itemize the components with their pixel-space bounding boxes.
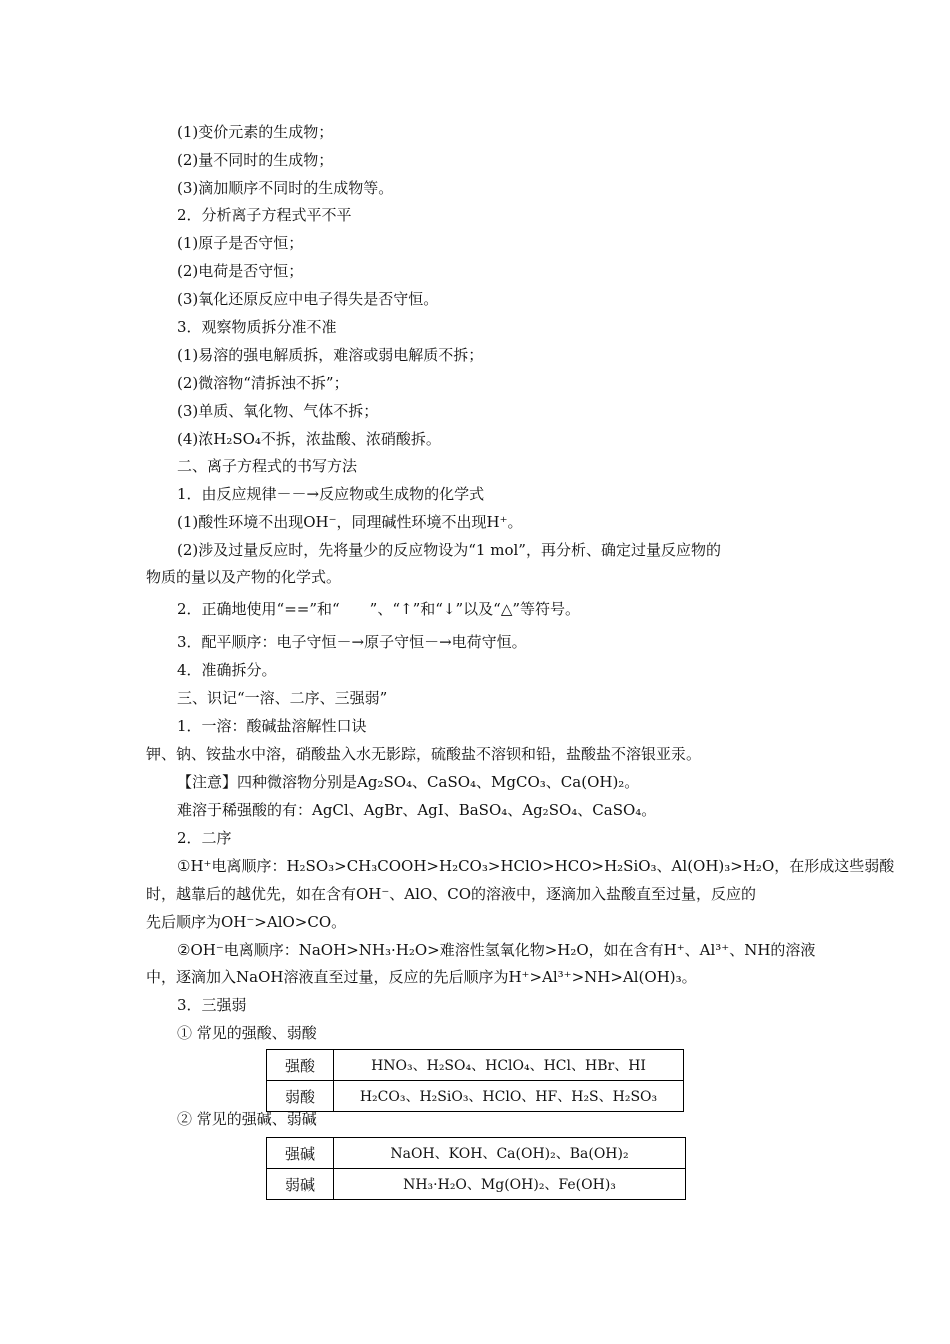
text-line: 难溶于稀强酸的有：AgCl、AgBr、AgI、BaSO₄、Ag₂SO₄、CaSO₄。 [177,801,657,819]
text-line: 3．配平顺序：电子守恒－→原子守恒－→电荷守恒。 [177,633,527,651]
text-line: (2)电荷是否守恒； [177,262,304,280]
table-cell-value: H₂CO₃、H₂SiO₃、HClO、HF、H₂S、H₂SO₃ [334,1081,684,1112]
text-line: (3)滴加顺序不同时的生成物等。 [177,179,394,197]
section-heading: 3．观察物质拆分准不准 [177,318,337,336]
text-line: ② 常见的强碱、弱碱 [177,1110,317,1128]
text-line: 时，越靠后的越优先，如在含有OH⁻、AlO、CO的溶液中，逐滴加入盐酸直至过量，反应的 [146,885,757,903]
section-heading: 1．由反应规律－－→反应物或生成物的化学式 [177,485,485,503]
table-row [267,1050,684,1081]
section-heading: 三、识记“一溶、二序、三强弱” [177,689,388,707]
text-line: 物质的量以及产物的化学式。 [146,568,342,586]
text-line: (2)涉及过量反应时，先将量少的反应物设为“1 mol”，再分析、确定过量反应物的 [177,541,721,559]
text-line: (2)量不同时的生成物； [177,151,334,169]
section-heading: 1．一溶：酸碱盐溶解性口诀 [177,717,367,735]
text-line: (1)原子是否守恒； [177,234,304,252]
table-cell-value: NH₃·H₂O、Mg(OH)₂、Fe(OH)₃ [334,1169,686,1200]
text-line: (4)浓H₂SO₄不拆，浓盐酸、浓硝酸拆。 [177,430,441,448]
text-line: (2)微溶物“清拆浊不拆”； [177,374,349,392]
table-row [267,1138,686,1169]
table-cell-label: 强碱 [267,1138,334,1169]
text-line: (1)易溶的强电解质拆，难溶或弱电解质不拆； [177,346,484,364]
text-line: 中，逐滴加入NaOH溶液直至过量，反应的先后顺序为H⁺>Al³⁺>NH>Al(OH)₃。 [146,968,697,986]
text-line: (1)酸性环境不出现OH⁻，同理碱性环境不出现H⁺。 [177,513,523,531]
section-heading: 二、离子方程式的书写方法 [177,457,358,475]
text-line: 2．正确地使用“==”和“ ”、“↑”和“↓”以及“△”等符号。 [177,600,581,618]
acid-table [266,1049,684,1112]
section-heading: 3．三强弱 [177,996,247,1014]
table-cell-label: 弱酸 [267,1081,334,1112]
text-line: 钾、钠、铵盐水中溶，硝酸盐入水无影踪，硫酸盐不溶钡和铅，盐酸盐不溶银亚汞。 [146,745,702,763]
section-heading: 2．二序 [177,829,232,847]
table-cell-value: NaOH、KOH、Ca(OH)₂、Ba(OH)₂ [334,1138,686,1169]
text-line: ②OH⁻电离顺序：NaOH>NH₃·H₂O>难溶性氢氧化物>H₂O，如在含有H⁺、Al³⁺、NH的溶液 [177,941,816,959]
text-line: ①H⁺电离顺序：H₂SO₃>CH₃COOH>H₂CO₃>HClO>HCO>H₂SiO₃、Al(OH)₃>H₂O，在形成这些弱酸 [177,857,895,875]
note-line: 【注意】四种微溶物分别是Ag₂SO₄、CaSO₄、MgCO₃、Ca(OH)₂。 [177,773,640,791]
text-line: (3)氧化还原反应中电子得失是否守恒。 [177,290,439,308]
section-heading: 2．分析离子方程式平不平 [177,206,352,224]
text-line: 先后顺序为OH⁻>AlO>CO。 [146,913,347,931]
text-line: (3)单质、氧化物、气体不拆； [177,402,379,420]
text-line: ① 常见的强酸、弱酸 [177,1024,317,1042]
table-row [267,1081,684,1112]
table-cell-value: HNO₃、H₂SO₄、HClO₄、HCl、HBr、HI [334,1050,684,1081]
base-table [266,1137,686,1200]
text-line: 4．准确拆分。 [177,661,277,679]
text-line: (1)变价元素的生成物； [177,123,334,141]
table-cell-label: 强酸 [267,1050,334,1081]
table-row [267,1169,686,1200]
table-cell-label: 弱碱 [267,1169,334,1200]
